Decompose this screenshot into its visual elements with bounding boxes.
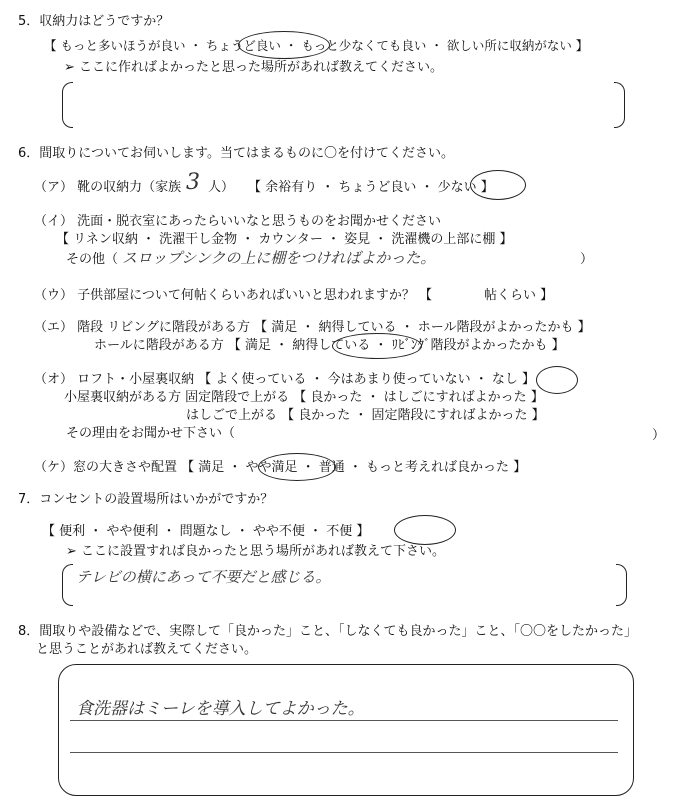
q7-answer: テレビの横にあって不要だと感じる。 <box>76 568 331 586</box>
q6o-label: （オ） ロフト・小屋裏収納 【 よく使っている ・ 今はあまり使っていない ・ なし 】 <box>34 372 536 387</box>
q8-answer-box <box>58 664 634 796</box>
q6e-label: （エ） 階段 リビングに階段がある方 【 満足 ・ 納得している ・ ホール階段がよかったかも 】 <box>34 320 591 335</box>
q7-answer-bracket-right <box>616 564 627 606</box>
q6i-other-close: ） <box>580 252 594 267</box>
q7-answer-bracket-left <box>62 564 73 606</box>
q6o-line2: 小屋裏収納がある方 固定階段で上がる 【 良かった ・ はしごにすればよかった 】 <box>64 390 544 405</box>
q7-subprompt: ➢ ここに設置すれば良かったと思う場所があれば教えて下さい。 <box>66 544 446 559</box>
q7-title: 7．コンセントの設置場所はいかがですか？ <box>18 492 274 507</box>
q6a-answer-circle <box>470 170 526 200</box>
q8-title: 8．間取りや設備などで、実際して「良かった」こと、「しなくても良かった」こと、「〇〇をしたかった」 <box>18 624 638 639</box>
q6-title: 6．間取りについてお伺いします。当てはまるものに〇を付けてください。 <box>18 146 454 161</box>
q6u-label: （ウ） 子供部屋について何帖くらいあればいいと思われますか？ 【 <box>34 288 433 303</box>
q8-title-line2: と思うことがあれば教えてください。 <box>36 642 258 657</box>
q6e-answer-circle <box>332 333 422 359</box>
q7-answer-circle <box>394 515 456 545</box>
q8-answer: 食洗器はミーレを導入してよかった。 <box>76 699 365 719</box>
q6o-line4: その理由をお聞かせ下さい（ <box>66 426 236 441</box>
q8-answer-line-1 <box>70 720 618 721</box>
q6u-unit: 帖くらい 】 <box>484 288 554 303</box>
q6o-line4-close: ） <box>652 428 666 443</box>
q8-answer-line-2 <box>70 752 618 753</box>
q6e-line2: ホールに階段がある方 【 満足 ・ 納得している ・ ﾘﾋﾞﾝｸﾞ階段がよかったかも 】 <box>94 338 565 353</box>
q6i-label: （イ） 洗面・脱衣室にあったらいいなと思うものをお聞かせください <box>34 214 442 229</box>
q5-title: 5．収納力はどうですか？ <box>18 14 170 29</box>
q6ke-answer-circle <box>258 453 336 481</box>
q6i-other-answer: スロップシンクの上に棚をつければよかった。 <box>122 249 436 267</box>
q6i-options: 【 リネン収納 ・ 洗濯干し金物 ・ カウンター ・ 姿見 ・ 洗濯機の上部に棚 】 <box>56 232 513 247</box>
q6i-other-label: その他（ <box>66 252 119 267</box>
q5-subprompt: ➢ ここに作ればよかったと思った場所があれば教えてください。 <box>64 60 444 75</box>
q5-options: 【 もっと多いほうが良い ・ ちょうど良い ・ もっと少なくても良い ・ 欲しい所に収納がない 】 <box>44 38 589 53</box>
q5-answer-circle <box>238 31 330 59</box>
q6o-line3: はしごで上がる 【 良かった ・ 固定階段にすればよかった 】 <box>186 408 545 423</box>
q6a-label: （ア） 靴の収納力（家族 <box>34 180 182 195</box>
q6a-options: 【 余裕有り ・ ちょうど良い ・ 少ない 】 <box>248 180 494 195</box>
q6a-family-count: 3 <box>186 170 200 195</box>
q6a-unit: 人） <box>208 180 235 195</box>
q5-answer-bracket-right <box>614 82 625 128</box>
q7-options: 【 便利 ・ やや便利 ・ 問題なし ・ やや不便 ・ 不便 】 <box>42 524 370 539</box>
q5-answer-bracket-left <box>62 82 73 128</box>
q6ke-label: （ケ）窓の大きさや配置 【 満足 ・ やや満足 ・ 普通 ・ もっと考えれば良かった 】 <box>34 460 527 475</box>
